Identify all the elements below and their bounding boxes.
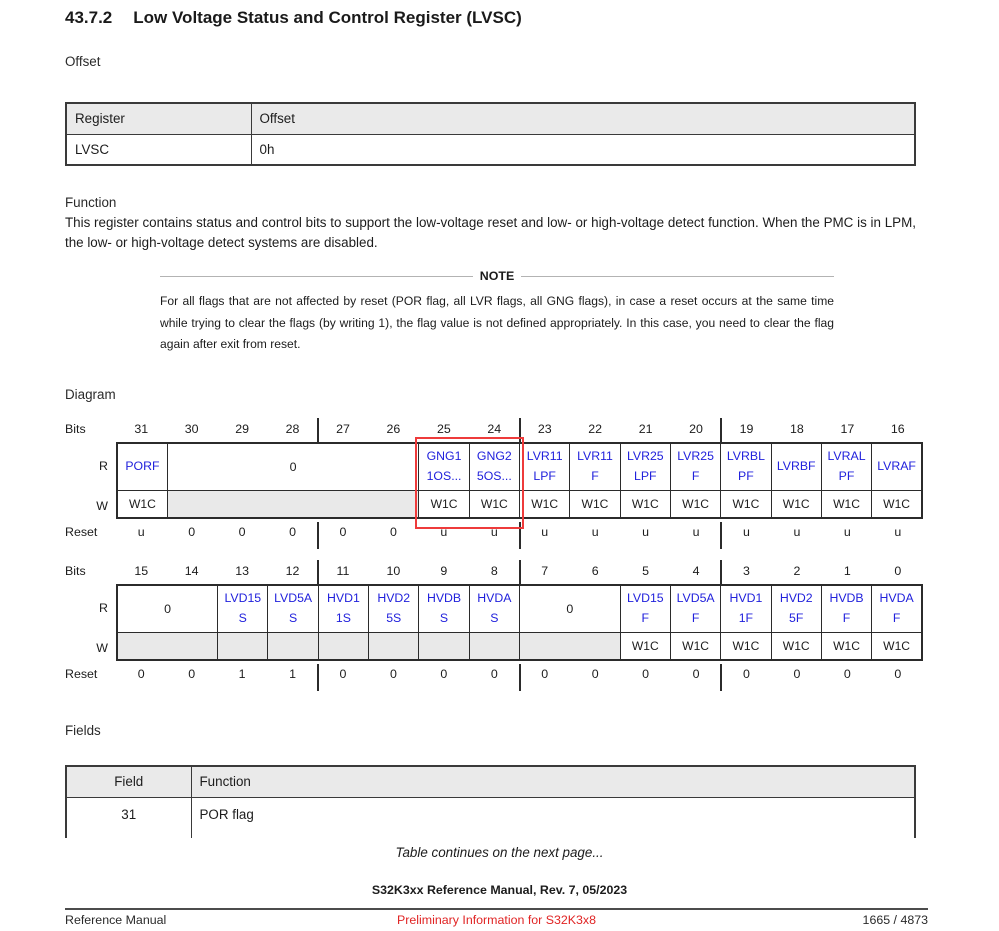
bit-field-name-line: PF	[738, 468, 754, 483]
bit-field-name-line: 0	[164, 601, 172, 616]
write-action-cell: W1C	[419, 490, 469, 518]
bit-field-name-line: 0	[289, 459, 297, 474]
write-action-cell: W1C	[570, 490, 620, 518]
bit-number: 18	[790, 422, 804, 436]
note-text: For all flags that are not affected by reset (POR flag, all LVR flags, all GNG flags), in case a reset occurs at the same time while trying to clear the flags (by writing 1), the flag value is not defined appropriately. In this case, you need to clear the flag again after exit from reset.	[160, 294, 834, 351]
bit-number: 1	[843, 564, 851, 578]
bit-field-name-line: LVRBF	[776, 458, 816, 473]
reserved-zero-cell	[167, 443, 419, 490]
reset-value: 0	[743, 667, 750, 681]
bit-field-name-line: LVRBL	[726, 449, 765, 464]
bit-number: 2	[793, 564, 801, 578]
reset-value: u	[642, 525, 650, 539]
bit-number: 28	[285, 422, 300, 436]
nibble-tick	[720, 560, 722, 586]
write-action-cell: W1C	[771, 632, 821, 660]
write-row-label: W	[96, 641, 108, 655]
reset-value: 0	[591, 667, 599, 681]
reset-value: u	[843, 525, 851, 539]
reset-values-row	[65, 522, 927, 542]
bit-field-name-line: S	[490, 610, 499, 625]
bit-number: 26	[386, 422, 401, 436]
bit-field-cell[interactable]	[469, 585, 519, 632]
bit-field-name-line: F	[892, 610, 901, 625]
bit-field-name-line: F	[842, 610, 851, 625]
bit-field-name-line: HVD2	[377, 591, 411, 606]
bit-field-name-line: S	[439, 610, 449, 625]
bit-number: 31	[134, 422, 149, 436]
bit-number: 9	[440, 564, 448, 578]
reset-value: u	[692, 525, 700, 539]
bit-number: 16	[890, 422, 905, 436]
bit-field-cell[interactable]	[369, 585, 419, 632]
bit-number: 5	[642, 564, 650, 578]
bit-field-name-line: F	[641, 610, 650, 625]
bit-field-name-line: PORF	[125, 458, 160, 473]
bit-field-name-line: S	[288, 610, 298, 625]
reserved-zero-cell	[117, 585, 218, 632]
bit-field-name-line: LVRAF	[877, 458, 916, 473]
bit-field-cell[interactable]	[419, 443, 469, 490]
write-action-cell: W1C	[520, 490, 570, 518]
bit-field-name-line: LVR25	[677, 449, 714, 464]
bits-row-label: Bits	[65, 564, 86, 578]
nibble-tick	[519, 522, 521, 549]
footer-row	[65, 913, 928, 927]
nibble-tick	[317, 522, 319, 549]
write-reserved-cell	[419, 632, 469, 660]
write-action-cell: W1C	[771, 490, 821, 518]
bitfield-table-high	[65, 416, 927, 542]
read-row	[117, 443, 922, 490]
bit-numbers-row	[65, 416, 927, 442]
diagram-heading: Diagram	[65, 387, 116, 402]
bit-field-cell[interactable]	[872, 443, 922, 490]
bit-number: 0	[894, 564, 902, 578]
bit-field-name-line: 1S	[335, 610, 351, 625]
bit-field-cell[interactable]	[721, 585, 771, 632]
bit-field-name-line: S	[238, 610, 247, 625]
reset-values-row	[65, 664, 927, 684]
bit-field-cell[interactable]	[821, 443, 871, 490]
bitfield-cells	[116, 584, 923, 661]
reset-value: 0	[692, 667, 700, 681]
bit-field-name-line: 0	[566, 601, 574, 616]
reset-value: 0	[137, 667, 145, 681]
reset-value: 0	[339, 525, 347, 539]
reset-row-label: Reset	[65, 667, 98, 681]
reserved-zero-cell	[520, 585, 621, 632]
write-action-cell: W1C	[721, 632, 771, 660]
bit-field-cell[interactable]	[570, 443, 620, 490]
write-action-cell: W1C	[821, 490, 871, 518]
bit-field-name-line: 1OS...	[426, 468, 462, 483]
write-reserved-cell	[218, 632, 268, 660]
function-heading: Function	[65, 195, 117, 210]
bit-field-cell[interactable]	[117, 443, 167, 490]
bit-field-cell[interactable]	[469, 443, 519, 490]
bit-number: 29	[235, 422, 249, 436]
section-number: 43.7.2	[65, 8, 113, 27]
bit-number: 7	[541, 564, 549, 578]
bit-field-cell[interactable]	[268, 585, 318, 632]
write-row	[117, 632, 922, 660]
bit-field-cell[interactable]	[419, 585, 469, 632]
reset-value: 0	[188, 525, 196, 539]
reset-value: 0	[289, 525, 296, 539]
read-row-label: R	[99, 459, 108, 473]
write-reserved-cell	[167, 490, 419, 518]
reset-value: 0	[238, 525, 246, 539]
bit-number: 25	[436, 422, 451, 436]
bits-row-label: Bits	[65, 422, 86, 436]
nibble-tick	[317, 418, 319, 444]
reset-value: u	[490, 525, 498, 539]
bit-field-name-line: F	[691, 610, 700, 625]
write-action-cell: W1C	[620, 490, 670, 518]
reset-value: u	[743, 525, 750, 539]
reset-value: u	[440, 525, 448, 539]
bit-number: 20	[689, 422, 703, 436]
reset-value: 0	[440, 667, 448, 681]
bit-field-name-line: HVD1	[729, 591, 763, 606]
reset-value: 1	[289, 667, 296, 681]
footer-page-number: 1665 / 4873	[862, 913, 929, 927]
reset-value: 0	[339, 667, 347, 681]
bit-field-name-line: LVR11	[577, 449, 613, 464]
bit-field-cell[interactable]	[771, 585, 821, 632]
write-action-cell: W1C	[469, 490, 519, 518]
table-row	[66, 134, 915, 165]
bit-field-cell[interactable]	[721, 443, 771, 490]
register-offset-table	[65, 102, 916, 166]
bit-field-cell[interactable]	[620, 585, 670, 632]
bit-field-name-line: LPF	[533, 468, 556, 483]
nibble-tick	[317, 560, 319, 586]
bit-field-name-line: HVDB	[829, 591, 864, 606]
write-reserved-cell	[117, 632, 218, 660]
write-reserved-cell	[369, 632, 419, 660]
bit-field-name-line: LVD5A	[676, 591, 715, 606]
bit-field-name-line: HVDA	[477, 591, 512, 606]
fields-table	[65, 765, 916, 838]
write-row-label: W	[96, 499, 108, 513]
fields-heading: Fields	[65, 723, 101, 738]
reset-value: 0	[793, 667, 801, 681]
register-name-cell: LVSC	[66, 134, 251, 165]
bitfield-cells	[116, 442, 923, 519]
bit-field-name-line: HVDA	[879, 591, 914, 606]
read-row-label: R	[99, 601, 108, 615]
note-heading	[160, 268, 834, 284]
bitfield-table-low	[65, 558, 927, 684]
register-offset-cell: 0h	[251, 134, 915, 165]
bit-number: 11	[336, 564, 350, 578]
nibble-tick	[317, 664, 319, 691]
nibble-tick	[519, 560, 521, 586]
write-action-cell: W1C	[821, 632, 871, 660]
offset-heading: Offset	[65, 54, 101, 69]
bit-number: 8	[490, 564, 498, 578]
bit-field-cell[interactable]	[872, 585, 922, 632]
bit-field-name-line: LVR11	[526, 449, 563, 464]
reset-value: 0	[389, 525, 397, 539]
reset-value: 0	[389, 667, 397, 681]
write-action-cell: W1C	[670, 490, 720, 518]
table-continuation-note: Table continues on the next page...	[395, 845, 604, 860]
reset-value: 0	[188, 667, 196, 681]
table-row	[66, 797, 915, 838]
bit-field-cell[interactable]	[620, 443, 670, 490]
reset-value: u	[894, 525, 902, 539]
reset-value: 0	[843, 667, 851, 681]
offset-table-header-offset: Offset	[251, 103, 915, 134]
bit-field-name-line: F	[591, 468, 599, 483]
fields-table-header-function: Function	[191, 766, 915, 797]
bit-field-name-line: HVD1	[327, 591, 360, 606]
bit-field-name-line: HVDB	[426, 591, 462, 606]
bit-number: 23	[537, 422, 552, 436]
footer-manual-line: S32K3xx Reference Manual, Rev. 7, 05/2023	[371, 883, 628, 897]
reset-value: u	[541, 525, 549, 539]
bit-number: 15	[134, 564, 149, 578]
write-action-cell: W1C	[872, 632, 922, 660]
reset-row-label: Reset	[65, 525, 98, 539]
footer-doc-type: Reference Manual	[65, 913, 167, 927]
bit-numbers-row	[65, 558, 927, 584]
bit-number: 12	[285, 564, 300, 578]
bit-field-name-line: F	[691, 468, 700, 483]
bit-field-name-line: PF	[838, 468, 855, 483]
bit-field-name-line: LVD15	[224, 591, 262, 606]
bit-field-name-line: LVR25	[626, 449, 664, 464]
bit-number: 13	[235, 564, 249, 578]
reset-value: u	[137, 525, 145, 539]
fields-table-header-field: Field	[66, 766, 191, 797]
note-label: NOTE	[479, 269, 515, 283]
reset-value: u	[591, 525, 599, 539]
bitfield-grid	[96, 442, 923, 519]
note	[160, 268, 834, 356]
bit-field-name-line: 5OS...	[476, 468, 512, 483]
bit-field-name-line: LVRAL	[827, 449, 866, 464]
footer-rule	[65, 908, 928, 910]
bit-field-name-line: LPF	[634, 468, 657, 483]
note-rule-left	[160, 276, 473, 277]
write-reserved-cell	[520, 632, 621, 660]
footer-preliminary-notice: Preliminary Information for S32K3x8	[396, 913, 597, 927]
reset-value: 1	[238, 667, 246, 681]
nibble-tick	[519, 664, 521, 691]
bit-number: 19	[739, 422, 754, 436]
write-action-cell: W1C	[117, 490, 167, 518]
bit-number: 3	[743, 564, 750, 578]
write-action-cell: W1C	[872, 490, 922, 518]
write-action-cell: W1C	[721, 490, 771, 518]
bit-field-name-line: 5S	[386, 610, 402, 625]
note-rule-right	[521, 276, 834, 277]
bit-field-cell[interactable]	[821, 585, 871, 632]
bit-number: 22	[588, 422, 603, 436]
bit-field-cell[interactable]	[670, 585, 720, 632]
write-reserved-cell	[318, 632, 368, 660]
nibble-tick	[519, 418, 521, 444]
bit-number: 4	[692, 564, 700, 578]
bit-number: 27	[336, 422, 350, 436]
reset-value: 0	[642, 667, 650, 681]
bit-field-name-line: 1F	[738, 610, 754, 625]
write-action-cell: W1C	[620, 632, 670, 660]
reset-value: u	[793, 525, 801, 539]
reset-value: 0	[490, 667, 498, 681]
bit-field-name-line: LVD5A	[274, 591, 313, 606]
section-title-text: Low Voltage Status and Control Register (LVSC)	[133, 8, 522, 27]
bit-field-name-line: GNG1	[426, 449, 462, 464]
reset-value: 0	[541, 667, 549, 681]
bit-field-cell[interactable]	[318, 585, 368, 632]
bit-number: 17	[840, 422, 855, 436]
write-reserved-cell	[268, 632, 318, 660]
section-title	[65, 8, 522, 28]
field-bit-cell: 31	[66, 797, 191, 838]
bit-field-cell[interactable]	[771, 443, 821, 490]
bit-number: 24	[487, 422, 502, 436]
bit-field-cell[interactable]	[670, 443, 720, 490]
bit-number: 10	[386, 564, 401, 578]
reset-value: 0	[894, 667, 902, 681]
offset-table-header-register: Register	[66, 103, 251, 134]
bit-field-name-line: GNG2	[476, 449, 512, 464]
bit-field-name-line: LVD15	[626, 591, 664, 606]
nibble-tick	[720, 664, 722, 691]
bit-number: 21	[638, 422, 653, 436]
nibble-tick	[720, 418, 722, 444]
bit-field-name-line: HVD2	[779, 591, 813, 606]
bit-number: 14	[184, 564, 199, 578]
bitfield-grid	[96, 584, 923, 661]
bit-number: 30	[184, 422, 199, 436]
function-text: This register contains status and control bits to support the low-voltage reset and low- or high-voltage detect function. When the PMC is in LPM, the low- or high-voltage detect systems are disabled.	[65, 215, 916, 250]
write-row	[117, 490, 922, 518]
write-action-cell: W1C	[670, 632, 720, 660]
field-function-cell: POR flag	[191, 797, 915, 838]
bit-number: 6	[591, 564, 599, 578]
nibble-tick	[720, 522, 722, 549]
write-reserved-cell	[469, 632, 519, 660]
bit-field-cell[interactable]	[218, 585, 268, 632]
bit-field-cell[interactable]	[520, 443, 570, 490]
bit-field-name-line: 5F	[789, 610, 804, 625]
read-row	[117, 585, 922, 632]
